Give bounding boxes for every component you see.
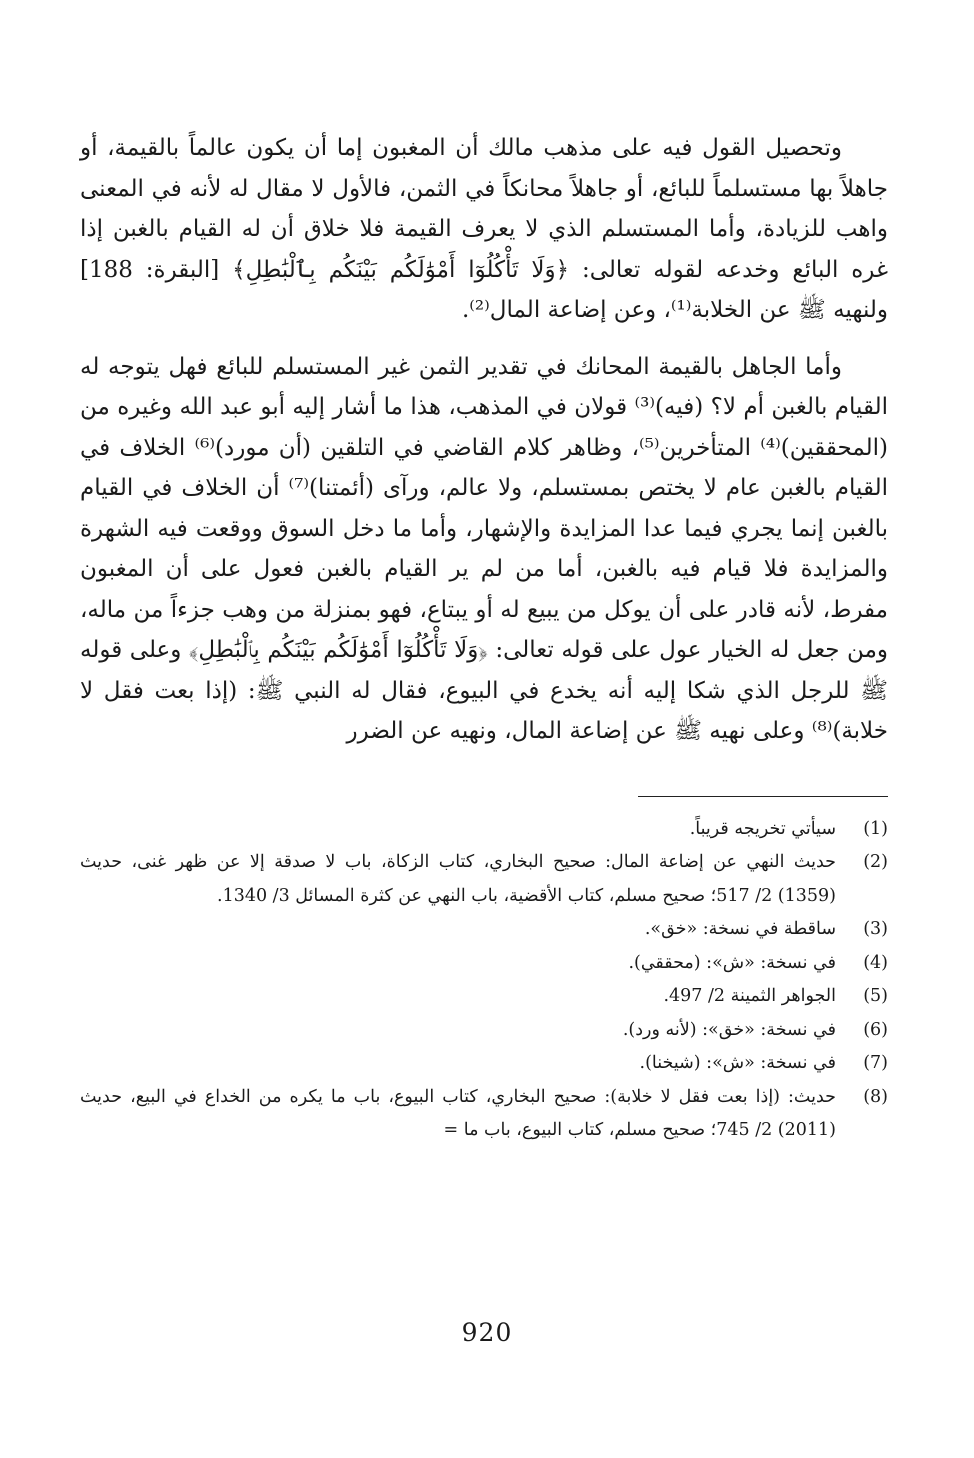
footnote-separator-wrap	[80, 796, 888, 797]
page-body	[80, 128, 888, 1148]
page-number: 920	[461, 1318, 513, 1347]
footnotes	[80, 813, 888, 1148]
footnote-text: ساقطة في نسخة: «خق».	[644, 919, 836, 939]
footnote-text: في نسخة: «خق»: (لأنه ورد).	[622, 1019, 836, 1040]
body-paragraph: وتحصيل القول فيه على مذهب مالك أن المغبون إما أن يكون عالماً بالقيمة، أو جاهلاً بها مستسلماً للبائع، أو جاهلاً محانكاً في الثمن، فالأول لا مقال له لأنه في المعنى واهب للزيادة، وأما المستسلم الذي لا يعرف القيمة فلا خلاق أن له القيام بالغبن إذا غره البائع وخدعه لقوله تعالى: ﴿وَلَا تَأْكُلُوٓا أَمْوَٰلَكُم بَيْنَكُم بِٱلْبَٰطِلِ﴾ [البقرة: 188] ولنهيه ﷺ عن الخلابة⁽¹⁾، وعن إضاعة المال⁽²⁾.	[80, 135, 888, 323]
footnote	[80, 846, 888, 913]
footnote-number: (8)	[863, 1086, 888, 1107]
footnote-number: (5)	[863, 986, 888, 1006]
footnote-number: (7)	[863, 1053, 888, 1073]
footnote-text: الجواهر الثمينة 2/ 497.	[663, 986, 836, 1006]
footnote	[80, 813, 888, 847]
footnote	[80, 1081, 888, 1148]
footnote-number: (3)	[863, 919, 888, 939]
footnote-number: (2)	[863, 852, 888, 872]
footnote-text: في نسخة: «ش»: (محققي).	[628, 952, 836, 973]
body-paragraph: وأما الجاهل بالقيمة المحانك في تقدير الثمن غير المستسلم للبائع فهل يتوجه له القيام بالغبن أم لا؟ (فيه)⁽³⁾ قولان في المذهب، هذا ما أشار إليه أبو عبد الله وغيره من (المحققين)⁽⁴⁾ المتأخرين⁽⁵⁾، وظاهر كلام القاضي في التلقين (أن مورد)⁽⁶⁾ الخلاف في القيام بالغبن عام لا يختص بمستسلم، ولا عالم، ورآى (أئمتنا)⁽⁷⁾ أن الخلاف في القيام بالغبن إنما يجري فيما عدا المزايدة والإشهار، وأما ما دخل السوق ووقعت فيه الشهرة والمزايدة فلا قيام فيه بالغبن، أما من لم ير القيام بالغبن فعول على أن المغبون مفرط، لأنه قادر على أن يوكل من يبيع له أو يبتاع، فهو بمنزلة من وهب جزءاً من ماله، ومن جعل له الخيار عول على قوله تعالى: ﴿وَلَا تَأْكُلُوٓا أَمْوَٰلَكُم بَيْنَكُم بِٱلْبَٰطِلِ﴾ وعلى قوله ﷺ للرجل الذي شكا إليه أنه يخدع في البيوع، فقال له النبي ﷺ: (إذا بعت فقل لا خلابة)⁽⁸⁾ وعلى نهيه ﷺ عن إضاعة المال، ونهيه عن الضرر	[80, 353, 889, 744]
footnote-number: (6)	[863, 1019, 888, 1040]
footnote	[80, 947, 888, 981]
footnote	[80, 1014, 888, 1048]
footnote-text: حديث النهي عن إضاعة المال: صحيح البخاري، كتاب الزكاة، باب لا صدقة إلا عن ظهر غنى، حديث (1359) 2/ 517؛ صحيح مسلم، كتاب الأقضية، باب النهي عن كثرة المسائل 3/ 1340.	[80, 852, 836, 906]
footnote-number: (4)	[863, 952, 888, 973]
footnote-separator	[638, 796, 888, 797]
footnote-text: حديث: (إذا بعت فقل لا خلابة): صحيح البخاري، كتاب البيوع، باب ما يكره من الخداع في البيع، حديث (2011) 2/ 745؛ صحيح مسلم، كتاب البيوع، باب ما =	[80, 1086, 836, 1140]
footnote	[80, 980, 888, 1014]
footnote-text: في نسخة: «ش»: (شيخنا).	[639, 1053, 836, 1073]
footnote-number: (1)	[863, 818, 888, 839]
footnote	[80, 913, 888, 947]
footnote	[80, 1047, 888, 1081]
footnote-text: سيأتي تخريجه قريباً.	[689, 818, 836, 839]
